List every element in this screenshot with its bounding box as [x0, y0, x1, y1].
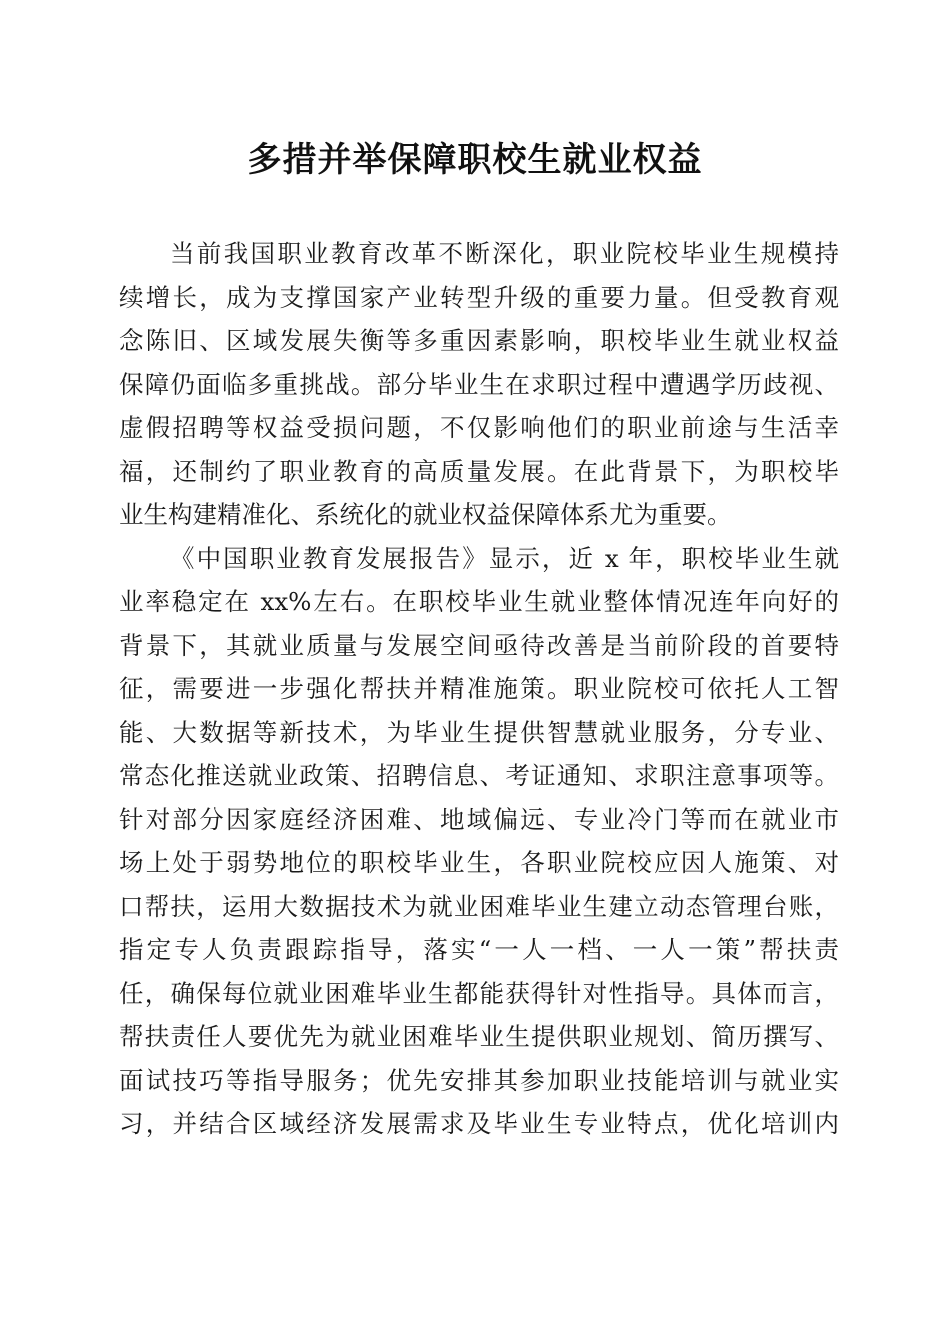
text-line: 福，还制约了职业教育的高质量发展。在此背景下，为职校毕 [119, 456, 839, 486]
text-line: 念陈旧、区域发展失衡等多重因素影响，职校毕业生就业权益 [119, 326, 839, 355]
text-line: 习，并结合区域经济发展需求及毕业生专业特点，优化培训内 [119, 1109, 839, 1138]
text-line: 业生构建精准化、系统化的就业权益保障体系尤为重要。 [119, 500, 732, 529]
text-line: 面试技巧等指导服务；优先安排其参加职业技能培训与就业实 [119, 1065, 839, 1095]
text-line: 常态化推送就业政策、招聘信息、考证通知、求职注意事项等。 [119, 761, 839, 790]
text-line: 续增长，成为支撑国家产业转型升级的重要力量。但受教育观 [119, 282, 839, 312]
text-line: 能、大数据等新技术，为毕业生提供智慧就业服务，分专业、 [119, 717, 839, 747]
text-line: 当前我国职业教育改革不断深化，职业院校毕业生规模持 [170, 239, 839, 268]
text-line: 虚假招聘等权益受损问题，不仅影响他们的职业前途与生活幸 [119, 413, 839, 442]
text-line: 口帮扶，运用大数据技术为就业困难毕业生建立动态管理台账， [119, 891, 839, 921]
text-line: 保障仍面临多重挑战。部分毕业生在求职过程中遭遇学历歧视、 [119, 369, 839, 399]
text-line: 征，需要进一步强化帮扶并精准施策。职业院校可依托人工智 [119, 674, 839, 703]
text-line: 帮扶责任人要优先为就业困难毕业生提供职业规划、简历撰写、 [119, 1022, 839, 1051]
text-line: 针对部分因家庭经济困难、地域偏远、专业冷门等而在就业市 [119, 804, 839, 834]
text-line: 业率稳定在 xx%左右。在职校毕业生就业整体情况连年向好的 [119, 587, 839, 616]
document-title: 多措并举保障职校生就业权益 [247, 140, 703, 180]
text-line: 指定专人负责跟踪指导，落实“一人一档、一人一策”帮扶责 [119, 935, 839, 964]
text-line: 场上处于弱势地位的职校毕业生，各职业院校应因人施策、对 [119, 848, 839, 877]
document-body [119, 236, 839, 1150]
text-line: 《中国职业教育发展报告》显示，近 x 年，职校毕业生就 [170, 543, 839, 573]
text-line: 背景下，其就业质量与发展空间亟待改善是当前阶段的首要特 [119, 630, 839, 660]
text-line: 任，确保每位就业困难毕业生都能获得针对性指导。具体而言， [119, 978, 839, 1008]
